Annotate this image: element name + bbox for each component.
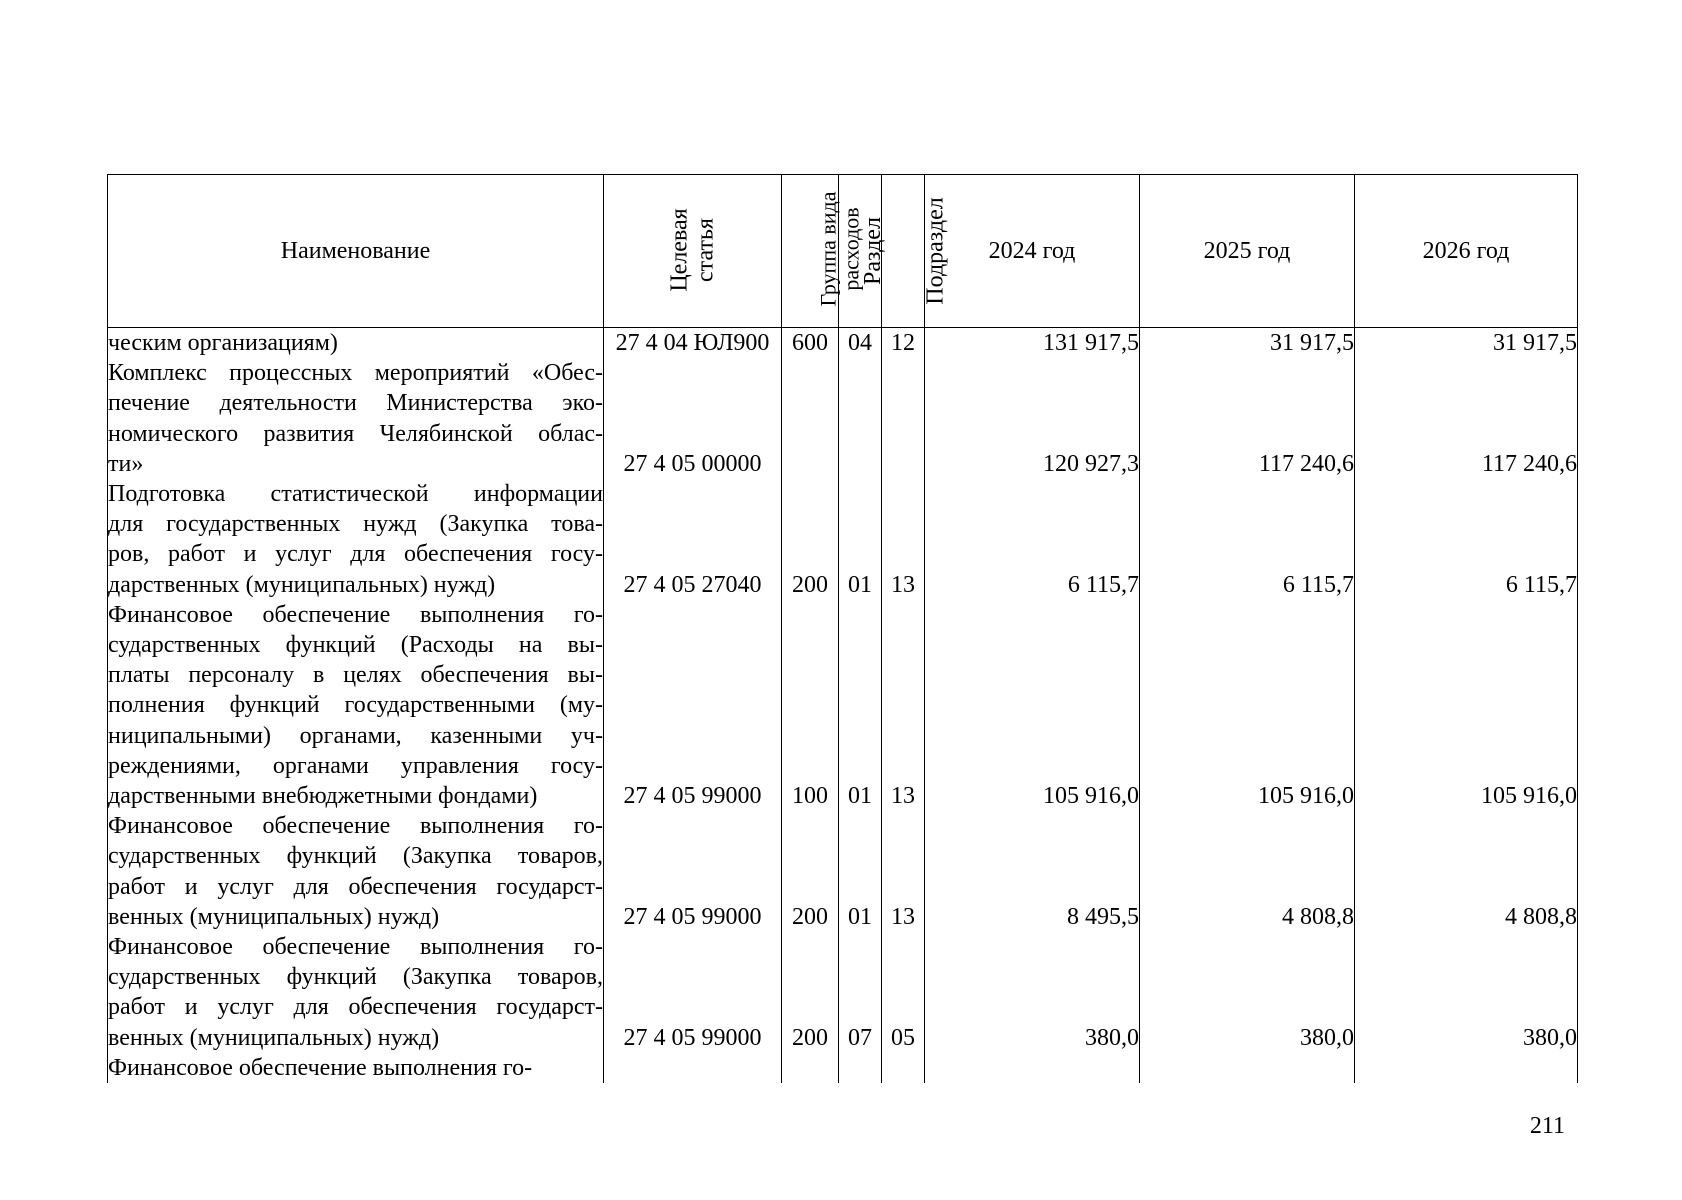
row-section: 01 [839,600,882,811]
table-row [108,932,1578,1053]
row-subsection: 13 [882,600,925,811]
row-expense-group [782,358,839,479]
row-value-2025: 4 808,8 [1140,811,1355,932]
header-subsection: Подраздел [882,175,925,328]
budget-table [107,174,1578,1083]
row-section: 01 [839,811,882,932]
row-target-article: 27 4 05 27040 [604,479,782,600]
row-section: 01 [839,479,882,600]
row-value-2024: 8 495,5 [925,811,1140,932]
header-expense-group: Группа вида расходов [782,175,839,328]
row-name-line: ти» [108,450,144,477]
row-name-line: работ и услуг для обеспечения государст- [108,994,603,1021]
row-value-2024 [925,1053,1140,1083]
row-expense-group: 200 [782,811,839,932]
row-value-2026: 105 916,0 [1355,600,1578,811]
row-name-line: Финансовое обеспечение выполнения го- [108,1054,533,1081]
row-name-line: венных (муниципальных) нужд) [108,1024,440,1051]
row-name-line: ческим организациям) [108,330,338,356]
row-value-2024: 120 927,3 [925,358,1140,479]
row-name-line: печение деятельности Министерства эко- [108,390,603,417]
row-value-2024: 105 916,0 [925,600,1140,811]
row-section: 07 [839,932,882,1053]
table-row [108,811,1578,932]
table-row [108,479,1578,600]
table-row [108,1053,1578,1083]
row-name-line: сударственных функций (Закупка товаров, [108,964,603,991]
row-name-line: Подготовка статистической информации [108,481,603,508]
row-name-line: полнения функций государственными (му- [108,692,603,719]
table-header-row [108,175,1578,328]
row-target-article: 27 4 04 ЮЛ900 [604,328,782,359]
row-section [839,358,882,479]
row-name [108,600,604,811]
row-name-line: венных (муниципальных) нужд) [108,903,440,930]
row-name-line: Комплекс процессных мероприятий «Обес- [108,360,603,387]
row-value-2024: 131 917,5 [925,328,1140,359]
header-2025: 2025 год [1140,175,1355,328]
row-value-2025: 31 917,5 [1140,328,1355,359]
row-target-article: 27 4 05 99000 [604,811,782,932]
table-body [108,328,1578,1084]
row-value-2026: 6 115,7 [1355,479,1578,600]
header-section: Раздел [839,175,882,328]
row-value-2025: 117 240,6 [1140,358,1355,479]
row-name [108,479,604,600]
row-name-line: ров, работ и услуг для обеспечения госу- [108,541,603,568]
row-name-line: Финансовое обеспечение выполнения го- [108,934,603,961]
row-name [108,358,604,479]
header-target-article: Целевая статья [604,175,782,328]
row-value-2026: 4 808,8 [1355,811,1578,932]
row-value-2026: 380,0 [1355,932,1578,1053]
row-value-2026 [1355,1053,1578,1083]
row-name [108,932,604,1053]
row-subsection: 13 [882,479,925,600]
header-2024: 2024 год [925,175,1140,328]
row-value-2026: 117 240,6 [1355,358,1578,479]
row-target-article: 27 4 05 00000 [604,358,782,479]
row-value-2024: 6 115,7 [925,479,1140,600]
row-name-line: дарственных (муниципальных) нужд) [108,571,496,598]
row-subsection: 12 [882,328,925,359]
row-name-line: Финансовое обеспечение выполнения го- [108,601,603,628]
row-value-2026: 31 917,5 [1355,328,1578,359]
row-name-line: сударственных функций (Закупка товаров, [108,843,603,870]
header-name: Наименование [108,175,604,328]
row-expense-group: 200 [782,932,839,1053]
row-target-article: 27 4 05 99000 [604,932,782,1053]
row-target-article [604,1053,782,1083]
row-value-2024: 380,0 [925,932,1140,1053]
row-expense-group [782,1053,839,1083]
row-name-line: ниципальными) органами, казенными уч- [108,722,603,749]
row-value-2025 [1140,1053,1355,1083]
row-name-line: дарственными внебюджетными фондами) [108,783,538,810]
row-name [108,1053,604,1083]
row-subsection [882,1053,925,1083]
document-page [107,174,1577,1092]
table-row [108,328,1578,359]
page-number: 211 [1529,1113,1565,1139]
header-2026: 2026 год [1355,175,1578,328]
row-target-article: 27 4 05 99000 [604,600,782,811]
table-row [108,600,1578,811]
row-name-line: номического развития Челябинской облас- [108,420,603,447]
row-name [108,811,604,932]
row-subsection: 13 [882,811,925,932]
row-name-line: работ и услуг для обеспечения государст- [108,873,603,900]
row-expense-group: 200 [782,479,839,600]
row-expense-group: 100 [782,600,839,811]
row-value-2025: 380,0 [1140,932,1355,1053]
row-subsection [882,358,925,479]
row-expense-group: 600 [782,328,839,359]
table-row [108,358,1578,479]
row-section [839,1053,882,1083]
row-value-2025: 6 115,7 [1140,479,1355,600]
row-subsection: 05 [882,932,925,1053]
row-name [108,328,604,359]
row-name-line: реждениями, органами управления госу- [108,752,603,779]
row-section: 04 [839,328,882,359]
row-name-line: платы персоналу в целях обеспечения вы- [108,662,603,689]
row-name-line: Финансовое обеспечение выполнения го- [108,813,603,840]
row-value-2025: 105 916,0 [1140,600,1355,811]
row-name-line: для государственных нужд (Закупка това- [108,511,603,538]
row-name-line: сударственных функций (Расходы на вы- [108,632,603,659]
